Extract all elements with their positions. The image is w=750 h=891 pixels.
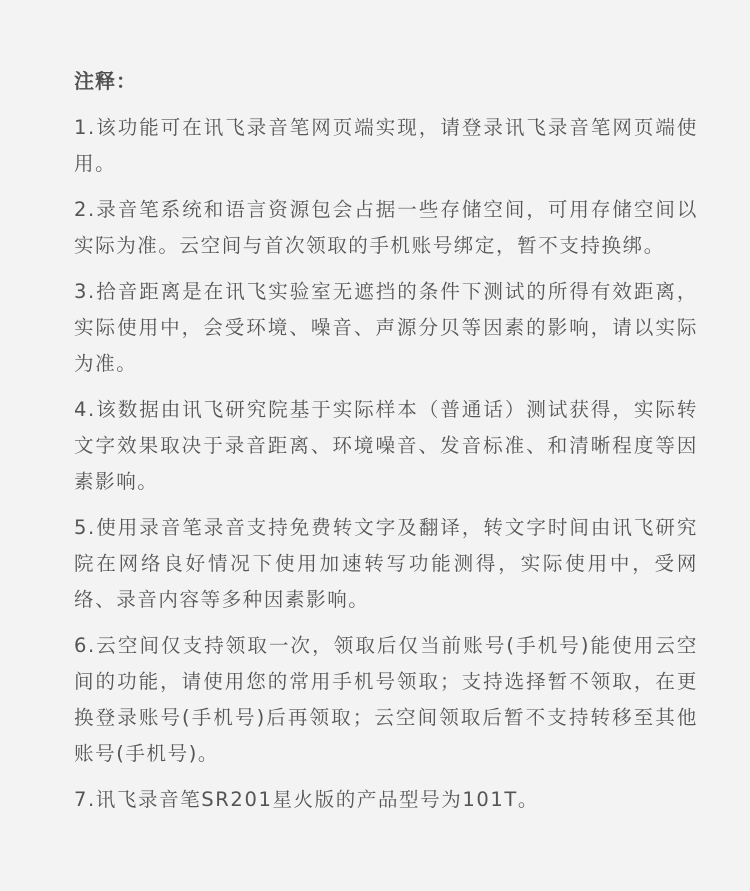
- note-item-7: 7.讯飞录音笔SR201星火版的产品型号为101T。: [74, 788, 539, 811]
- note-item-3: 3.拾音距离是在讯飞实验室无遮挡的条件下测试的所得有效距离，实际使用中，会受环境、噪音、声源分贝等因素的影响，请以实际为准。: [74, 280, 698, 375]
- note-item-6: 6.云空间仅支持领取一次，领取后仅当前账号(手机号)能使用云空间的功能，请使用您的常用手机号领取；支持选择暂不领取，在更换登录账号(手机号)后再领取；云空间领取后暂不支持转移至其他账号(手机号)。: [74, 634, 698, 765]
- note-item-4: 4.该数据由讯飞研究院基于实际样本（普通话）测试获得，实际转文字效果取决于录音距离、环境噪音、发音标准、和清晰程度等因素影响。: [74, 398, 698, 493]
- note-item-1: 1.该功能可在讯飞录音笔网页端实现，请登录讯飞录音笔网页端使用。: [74, 116, 698, 175]
- note-item-2: 2.录音笔系统和语言资源包会占据一些存储空间，可用存储空间以实际为准。云空间与首次领取的手机账号绑定，暂不支持换绑。: [74, 198, 698, 257]
- notes-title: 注释：: [74, 69, 137, 93]
- note-item-5: 5.使用录音笔录音支持免费转文字及翻译，转文字时间由讯飞研究院在网络良好情况下使用加速转写功能测得，实际使用中，受网络、录音内容等多种因素影响。: [74, 516, 698, 611]
- note-list: [74, 110, 698, 818]
